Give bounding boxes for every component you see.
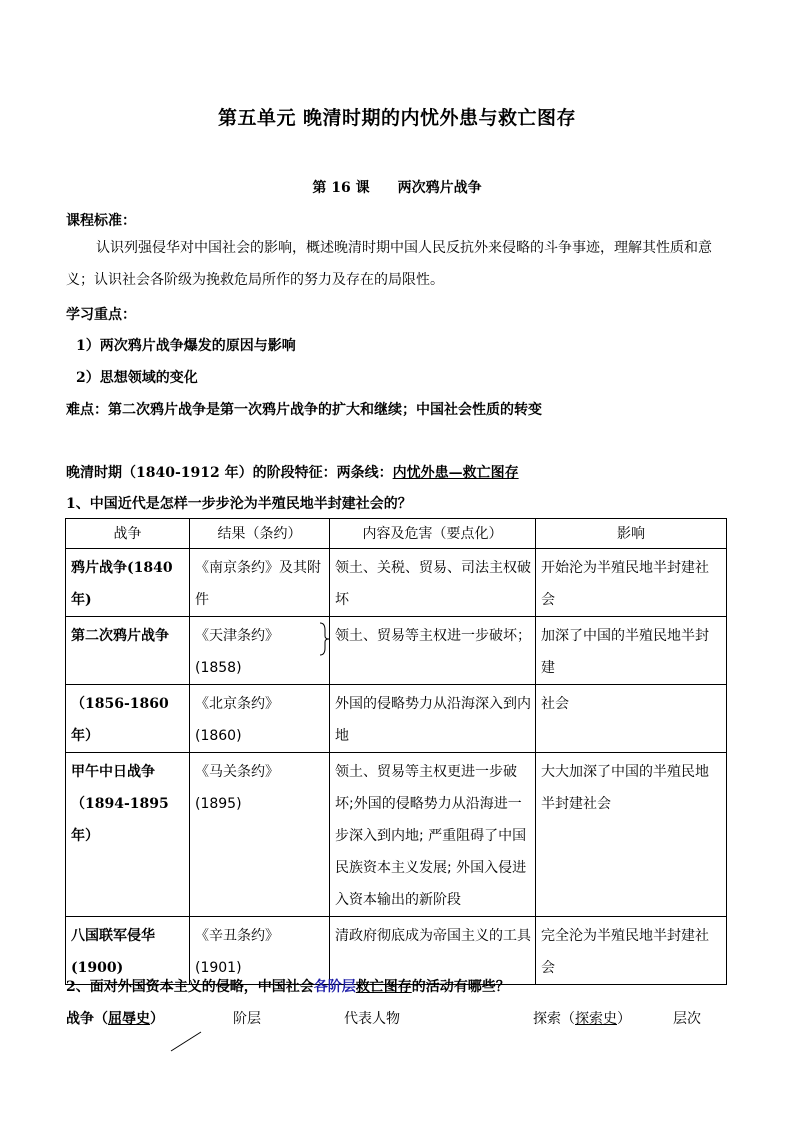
cell-impact: 大大加深了中国的半殖民地半封建社会: [536, 753, 727, 917]
table-row: [66, 617, 727, 685]
lesson-name: 两次鸦片战争: [397, 180, 482, 196]
lesson-title: [0, 177, 794, 197]
question-1: 1、中国近代是怎样一步步沦为半殖民地半封建社会的？: [66, 496, 412, 512]
bottom-explore-sub: 探索史: [575, 1011, 617, 1027]
cell-impact: 开始沦为半殖民地半封建社会: [536, 549, 727, 617]
question-2: [66, 976, 510, 996]
bottom-war-open: （: [94, 1011, 108, 1027]
cell-impact: 加深了中国的半殖民地半封建: [536, 617, 727, 685]
diagonal-line-icon: [170, 1030, 202, 1052]
cell-impact: 完全沦为半殖民地半封建社会: [536, 917, 727, 985]
cell-impact: 社会: [536, 685, 727, 753]
cell-content: 领土、贸易等主权更进一步破坏;外国的侵略势力从沿海进一步深入到内地; 严重阻碍了中国民族资本主义发展; 外国入侵进入资本输出的新阶段: [330, 753, 536, 917]
cell-war: （1856-1860 年）: [66, 685, 190, 753]
header-result: 结果（条约）: [190, 519, 330, 549]
header-war: 战争: [66, 519, 190, 549]
key-points-label: 学习重点：: [66, 307, 136, 323]
bottom-war-close: ）: [150, 1011, 164, 1027]
wars-table: [65, 518, 727, 985]
unit-title: 第五单元 晚清时期的内忧外患与救亡图存: [217, 107, 577, 129]
cell-result: 《天津条约》(1858): [190, 617, 330, 685]
cell-result: 《南京条约》及其附件: [190, 549, 330, 617]
cell-result: 《马关条约》(1895): [190, 753, 330, 917]
bottom-war-label: 战争: [66, 1011, 94, 1027]
header-content: 内容及危害（要点化）: [330, 519, 536, 549]
table-row: [66, 753, 727, 917]
cell-content: 领土、关税、贸易、司法主权破坏: [330, 549, 536, 617]
bottom-war-sub: 屈辱史: [108, 1011, 150, 1027]
cell-content: 外国的侵略势力从沿海深入到内地: [330, 685, 536, 753]
lesson-number: 第 16 课: [312, 180, 370, 196]
table-row: [66, 549, 727, 617]
bottom-level: 层次: [673, 1011, 701, 1027]
question-2-highlight-1: 各阶层: [313, 979, 356, 995]
question-2-suffix: 的活动有哪些？: [411, 979, 510, 995]
bottom-war: [66, 1008, 164, 1028]
header-impact: 影响: [536, 519, 727, 549]
period-prefix: 晚清时期（1840-1912 年）的阶段特征：两条线：: [66, 465, 393, 481]
cell-war: 第二次鸦片战争: [66, 617, 190, 685]
standard-label: 课程标准：: [66, 213, 136, 229]
cell-war: 鸦片战争(1840 年): [66, 549, 190, 617]
bottom-explore: [533, 1008, 631, 1028]
table-header-row: [66, 519, 727, 549]
bottom-explore-close: ）: [617, 1011, 631, 1027]
table-row: [66, 917, 727, 985]
brace-icon: [318, 622, 330, 656]
difficulty-text: 难点：第二次鸦片战争是第一次鸦片战争的扩大和继续；中国社会性质的转变: [66, 402, 542, 418]
bottom-explore-label: 探索: [533, 1011, 561, 1027]
key-point-1: 1）两次鸦片战争爆发的原因与影响: [76, 338, 296, 354]
bottom-explore-open: （: [561, 1011, 575, 1027]
question-2-highlight-2: 救亡图存: [355, 979, 412, 995]
bottom-class: 阶层: [233, 1011, 261, 1027]
period-features: [66, 462, 519, 482]
cell-result: 《北京条约》(1860): [190, 685, 330, 753]
cell-result: 《辛丑条约》(1901): [190, 917, 330, 985]
period-underlined: 内忧外患—救亡图存: [392, 465, 519, 481]
standard-text: 认识列强侵华对中国社会的影响，概述晚清时期中国人民反抗外来侵略的斗争事迹，理解其性质和意义；认识社会各阶级为挽救危局所作的努力及存在的局限性。: [66, 240, 712, 288]
cell-war: 甲午中日战争（1894-1895 年）: [66, 753, 190, 917]
cell-war: 八国联军侵华(1900): [66, 917, 190, 985]
cell-content: 领土、贸易等主权进一步破坏；: [330, 617, 536, 685]
cell-content: 清政府彻底成为帝国主义的工具: [330, 917, 536, 985]
question-2-prefix: 2、面对外国资本主义的侵略，中国社会: [66, 979, 314, 995]
bottom-rep: 代表人物: [344, 1011, 400, 1027]
table-row: [66, 685, 727, 753]
key-point-2: 2）思想领域的变化: [76, 370, 198, 386]
